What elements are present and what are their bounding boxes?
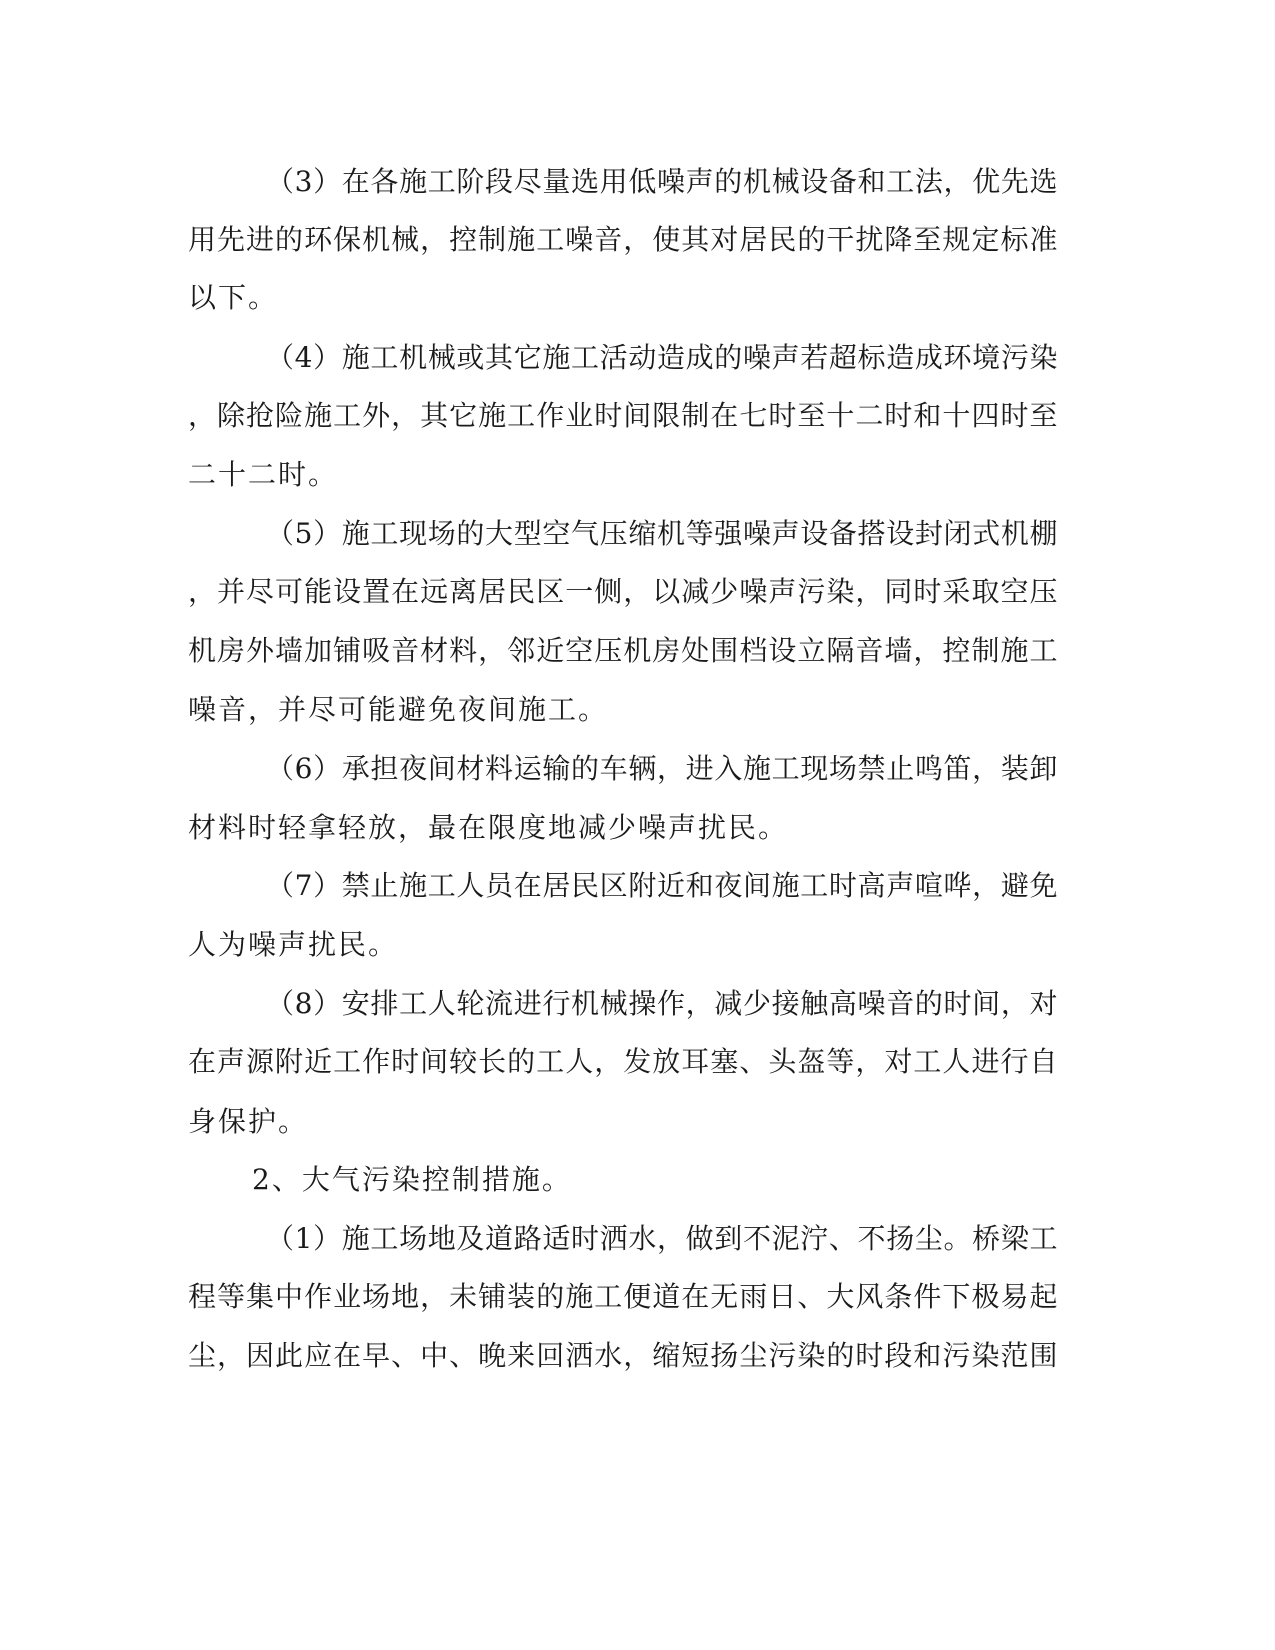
paragraph-air-1-line-3: 尘，因此应在早、中、晚来回洒水，缩短扬尘污染的时段和污染范围 bbox=[188, 1339, 1058, 1372]
paragraph-3-line-3: 以下。 bbox=[188, 281, 279, 314]
paragraph-7-line-1: （7）禁止施工人员在居民区附近和夜间施工时高声喧哗，避免 bbox=[266, 869, 1058, 902]
paragraph-8-line-1: （8）安排工人轮流进行机械操作，减少接触高噪音的时间，对 bbox=[266, 987, 1058, 1020]
section-heading-air-pollution: 2、大气污染控制措施。 bbox=[252, 1163, 572, 1196]
paragraph-3-line-2: 用先进的环保机械，控制施工噪音，使其对居民的干扰降至规定标准 bbox=[188, 223, 1058, 256]
paragraph-5-line-1: （5）施工现场的大型空气压缩机等强噪声设备搭设封闭式机棚 bbox=[266, 517, 1058, 550]
paragraph-3-line-1: （3）在各施工阶段尽量选用低噪声的机械设备和工法，优先选 bbox=[266, 165, 1058, 198]
paragraph-air-1-line-2: 程等集中作业场地，未铺装的施工便道在无雨日、大风条件下极易起 bbox=[188, 1280, 1058, 1313]
paragraph-6-line-1: （6）承担夜间材料运输的车辆，进入施工现场禁止鸣笛，装卸 bbox=[266, 752, 1058, 785]
paragraph-6-line-2: 材料时轻拿轻放，最在限度地减少噪声扰民。 bbox=[188, 811, 789, 844]
paragraph-5-line-4: 噪音，并尽可能避免夜间施工。 bbox=[188, 693, 609, 726]
paragraph-4-line-3: 二十二时。 bbox=[188, 458, 339, 491]
paragraph-air-1-line-1: （1）施工场地及道路适时洒水，做到不泥泞、不扬尘。桥梁工 bbox=[266, 1222, 1058, 1255]
paragraph-5-line-3: 机房外墙加铺吸音材料，邻近空压机房处围档设立隔音墙，控制施工 bbox=[188, 634, 1058, 667]
paragraph-4-line-2: ，除抢险施工外，其它施工作业时间限制在七时至十二时和十四时至 bbox=[188, 399, 1058, 432]
paragraph-8-line-3: 身保护。 bbox=[188, 1105, 309, 1138]
paragraph-5-line-2: ，并尽可能设置在远离居民区一侧，以减少噪声污染，同时采取空压 bbox=[188, 575, 1058, 608]
paragraph-4-line-1: （4）施工机械或其它施工活动造成的噪声若超标造成环境污染 bbox=[266, 341, 1058, 374]
paragraph-8-line-2: 在声源附近工作时间较长的工人，发放耳塞、头盔等，对工人进行自 bbox=[188, 1045, 1058, 1078]
paragraph-7-line-2: 人为噪声扰民。 bbox=[188, 928, 399, 961]
